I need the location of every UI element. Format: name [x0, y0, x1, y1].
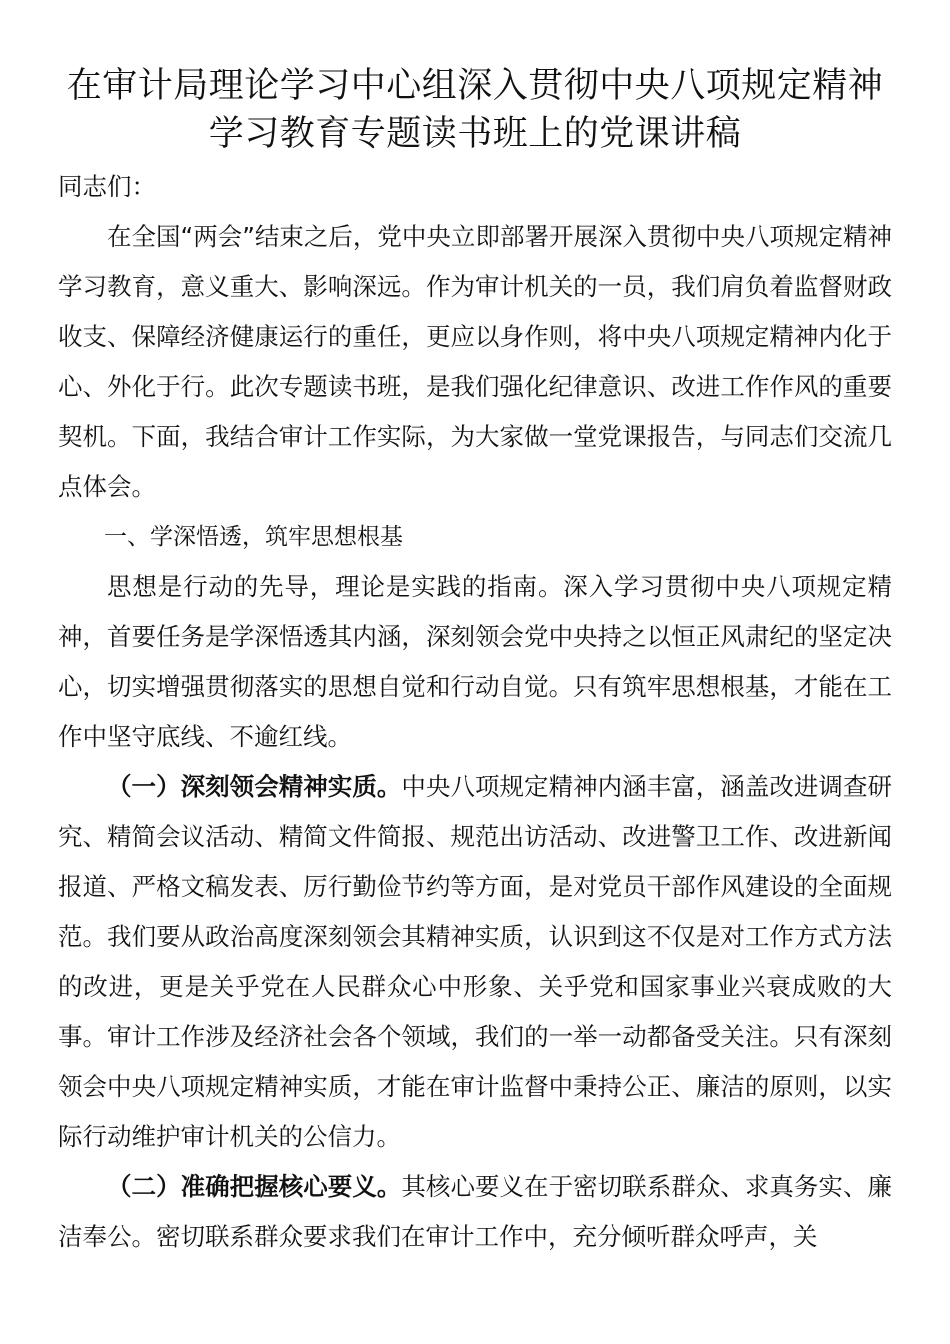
subsection-1-paragraph: [58, 762, 892, 1162]
subsection-2-paragraph: [58, 1162, 892, 1262]
document-body: [58, 162, 892, 1262]
title-line-2: 学习教育专题读书班上的党课讲稿: [208, 114, 742, 154]
subsection-2-label: （二）准确把握核心要义。: [107, 1172, 402, 1201]
title-line-1: 在审计局理论学习中心组深入贯彻中央八项规定精神: [66, 66, 884, 106]
subsection-2-text: 其核心要义在于密切联系群众、求真务实、廉洁奉公。密切联系群众要求我们在审计工作中，充分倾听群众呼声，关: [58, 1172, 893, 1251]
section-1-heading: 一、学深悟透，筑牢思想根基: [104, 524, 403, 550]
document-title: [58, 62, 892, 158]
subsection-1-text: 中央八项规定精神内涵丰富，涵盖改进调查研究、精简会议活动、精简文件简报、规范出访活动、改进警卫工作、改进新闻报道、严格文稿发表、厉行勤俭节约等方面，是对党员干部作风建设的全面规范。我们要从政治高度深刻领会其精神实质，认识到这不仅是对工作方式方法的改进，更是关乎党在人民群众心中形象、关乎党和国家事业兴衰成败的大事。审计工作涉及经济社会各个领域，我们的一举一动都备受关注。只有深刻领会中央八项规定精神实质，才能在审计监督中秉持公正、廉洁的原则，以实际行动维护审计机关的公信力。: [58, 772, 893, 1151]
section-1-paragraph: 思想是行动的先导，理论是实践的指南。深入学习贯彻中央八项规定精神，首要任务是学深悟透其内涵，深刻领会党中央持之以恒正风肃纪的坚定决心，切实增强贯彻落实的思想自觉和行动自觉。只有筑牢思想根基，才能在工作中坚守底线、不逾红线。: [58, 572, 892, 751]
intro-paragraph: 在全国“两会”结束之后，党中央立即部署开展深入贯彻中央八项规定精神学习教育，意义重大、影响深远。作为审计机关的一员，我们肩负着监督财政收支、保障经济健康运行的重任，更应以身作则，将中央八项规定精神内化于心、外化于行。此次专题读书班，是我们强化纪律意识、改进工作作风的重要契机。下面，我结合审计工作实际，为大家做一堂党课报告，与同志们交流几点体会。: [58, 222, 892, 501]
subsection-1-label: （一）深刻领会精神实质。: [107, 772, 402, 801]
salutation: 同志们：: [58, 172, 156, 201]
